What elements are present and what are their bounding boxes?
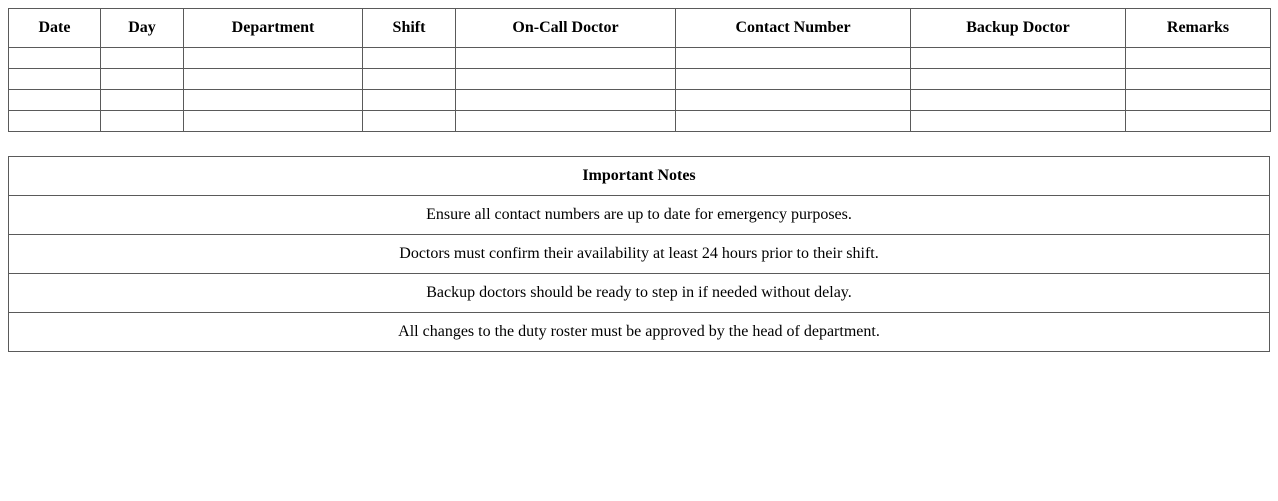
note-text: All changes to the duty roster must be approved by the head of department. [9,313,1270,352]
note-text: Ensure all contact numbers are up to date for emergency purposes. [9,196,1270,235]
column-header-day: Day [101,9,184,48]
list-item [9,235,1270,274]
column-header-remarks: Remarks [1126,9,1271,48]
notes-title: Important Notes [9,157,1270,196]
table-cell [184,69,363,90]
table-cell [9,48,101,69]
column-header-on-call-doctor: On-Call Doctor [456,9,676,48]
table-cell [911,69,1126,90]
table-cell [9,90,101,111]
table-cell [456,90,676,111]
table-cell [456,69,676,90]
duty-roster-table [8,8,1271,132]
note-text: Doctors must confirm their availability at least 24 hours prior to their shift. [9,235,1270,274]
table-cell [676,111,911,132]
column-header-shift: Shift [363,9,456,48]
table-header-row [9,9,1271,48]
list-item [9,313,1270,352]
table-cell [1126,48,1271,69]
table-cell [184,48,363,69]
table-row [9,111,1271,132]
table-cell [1126,69,1271,90]
table-cell [101,69,184,90]
table-cell [456,48,676,69]
table-cell [911,111,1126,132]
table-cell [911,48,1126,69]
table-row [9,69,1271,90]
table-cell [676,90,911,111]
table-cell [456,111,676,132]
table-cell [1126,90,1271,111]
column-header-backup-doctor: Backup Doctor [911,9,1126,48]
table-cell [363,90,456,111]
table-cell [676,69,911,90]
table-cell [676,48,911,69]
column-header-date: Date [9,9,101,48]
table-cell [101,90,184,111]
table-cell [911,90,1126,111]
table-cell [101,111,184,132]
table-row [9,90,1271,111]
table-cell [9,69,101,90]
column-header-contact-number: Contact Number [676,9,911,48]
column-header-department: Department [184,9,363,48]
list-item [9,274,1270,313]
table-cell [363,48,456,69]
table-cell [184,90,363,111]
table-cell [363,69,456,90]
table-cell [363,111,456,132]
notes-header-row [9,157,1270,196]
table-cell [101,48,184,69]
note-text: Backup doctors should be ready to step in if needed without delay. [9,274,1270,313]
table-cell [184,111,363,132]
table-row [9,48,1271,69]
important-notes-table [8,156,1270,352]
list-item [9,196,1270,235]
table-cell [1126,111,1271,132]
table-cell [9,111,101,132]
